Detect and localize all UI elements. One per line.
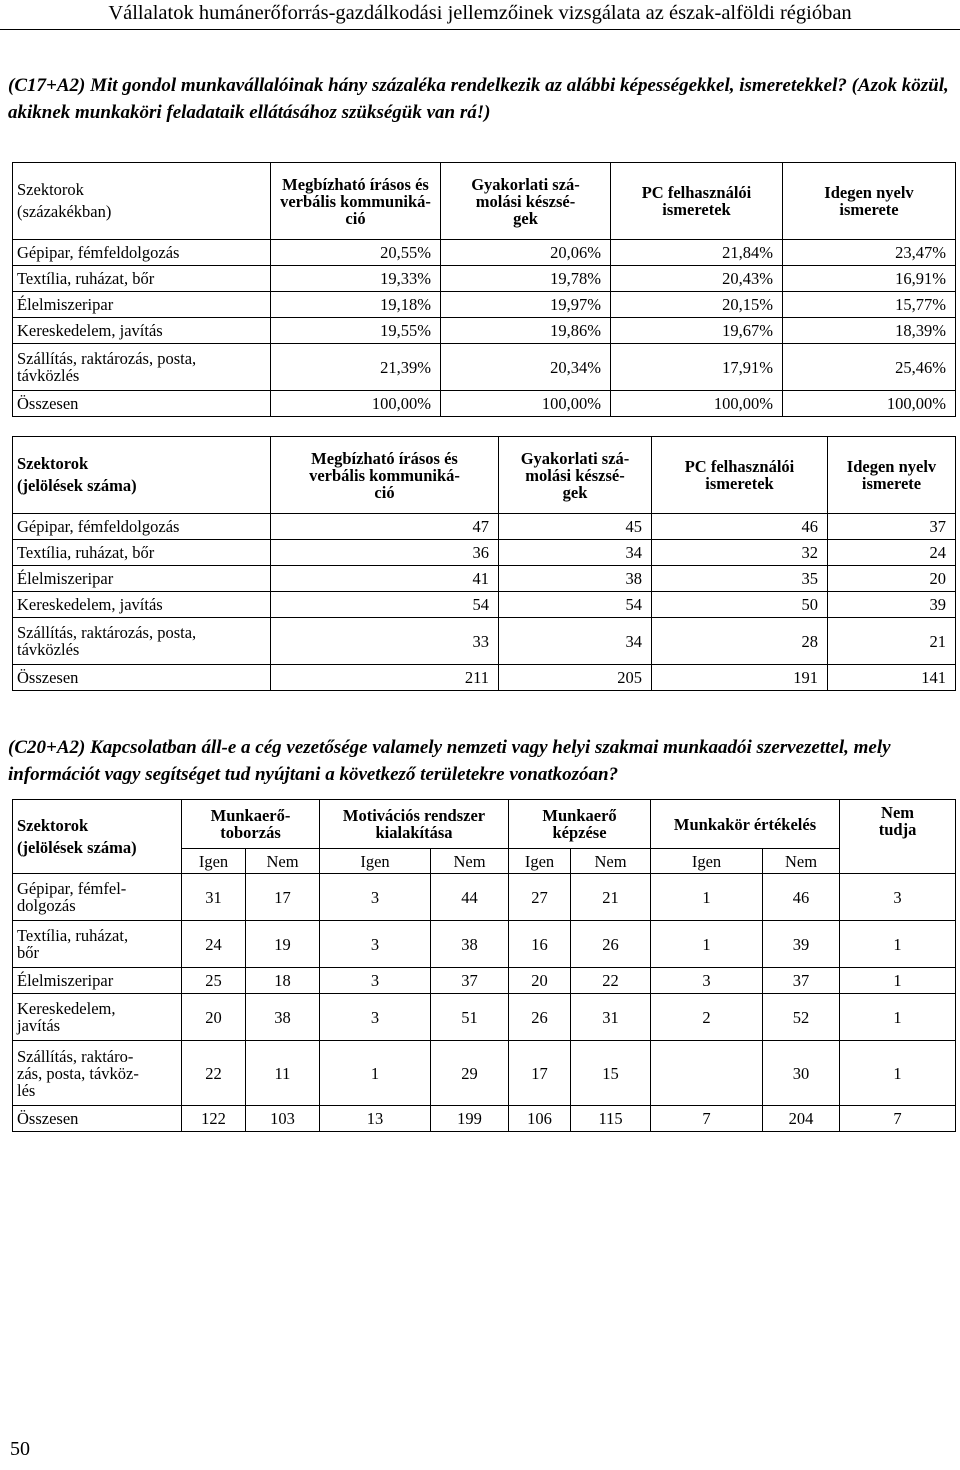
row-label-line: távközlés bbox=[17, 366, 80, 385]
header-line: Idegen nyelv bbox=[846, 457, 937, 476]
cell-value: 1 bbox=[651, 874, 763, 921]
row-label-line: javítás bbox=[17, 1016, 61, 1035]
table-skills-count bbox=[12, 436, 956, 691]
header-language bbox=[828, 437, 956, 514]
row-label: Összesen bbox=[13, 391, 271, 417]
cell-value: 18,39% bbox=[783, 318, 956, 344]
cell-value: 41 bbox=[271, 566, 499, 592]
row-label bbox=[13, 1106, 182, 1132]
table-row bbox=[13, 994, 956, 1041]
header-line: Szektorok bbox=[17, 815, 89, 835]
cell-value: 37 bbox=[431, 968, 509, 994]
header-line: Megbízható írásos és bbox=[311, 448, 458, 468]
table-header-row bbox=[13, 163, 956, 240]
row-label: Kereskedelem, javítás bbox=[13, 592, 271, 618]
header-line: Munkaerő bbox=[542, 806, 617, 825]
header-pc-skills bbox=[652, 437, 828, 514]
header-line: tudja bbox=[878, 820, 917, 839]
table-body bbox=[13, 874, 956, 1132]
cell-value: 3 bbox=[651, 968, 763, 994]
header-no: Nem bbox=[571, 849, 651, 874]
cell-value: 17 bbox=[509, 1041, 571, 1106]
cell-value: 141 bbox=[828, 665, 956, 691]
cell-value: 25,46% bbox=[783, 344, 956, 391]
header-line: verbális kommuniká- bbox=[280, 191, 431, 211]
header-communication bbox=[271, 163, 441, 240]
table-header-row bbox=[13, 800, 956, 849]
row-label bbox=[13, 874, 182, 921]
table-row bbox=[13, 318, 956, 344]
cell-value: 24 bbox=[182, 921, 246, 968]
cell-value: 103 bbox=[246, 1106, 320, 1132]
header-line: ismeretek bbox=[662, 200, 731, 219]
table-skills-percent bbox=[12, 162, 956, 417]
row-label-line: Kereskedelem, bbox=[17, 999, 116, 1018]
header-language bbox=[783, 163, 956, 240]
header-line: gek bbox=[513, 208, 538, 228]
cell-value: 20 bbox=[509, 968, 571, 994]
table-row bbox=[13, 540, 956, 566]
cell-value: 19,18% bbox=[271, 292, 441, 318]
cell-value: 100,00% bbox=[271, 391, 441, 417]
cell-value: 100,00% bbox=[783, 391, 956, 417]
header-line: Szektorok bbox=[17, 454, 89, 473]
header-sectors bbox=[13, 800, 182, 874]
cell-value: 204 bbox=[763, 1106, 840, 1132]
cell-value: 29 bbox=[431, 1041, 509, 1106]
cell-value: 21,84% bbox=[611, 240, 783, 266]
cell-value: 32 bbox=[652, 540, 828, 566]
row-label-line: Szállítás, raktáro- bbox=[17, 1046, 134, 1066]
header-line: Nem bbox=[881, 803, 915, 822]
cell-value: 18 bbox=[246, 968, 320, 994]
cell-value: 1 bbox=[651, 921, 763, 968]
cell-value: 211 bbox=[271, 665, 499, 691]
row-label bbox=[13, 968, 182, 994]
cell-value: 19 bbox=[246, 921, 320, 968]
cell-value: 46 bbox=[763, 874, 840, 921]
cell-value: 21,39% bbox=[271, 344, 441, 391]
cell-value: 11 bbox=[246, 1041, 320, 1106]
cell-value: 115 bbox=[571, 1106, 651, 1132]
cell-value: 19,67% bbox=[611, 318, 783, 344]
header-line: (jelölések száma) bbox=[17, 837, 137, 857]
header-line: ismerete bbox=[839, 200, 899, 219]
header-yes: Igen bbox=[320, 849, 431, 874]
table-row bbox=[13, 592, 956, 618]
header-line: verbális kommuniká- bbox=[309, 465, 460, 485]
cell-value: 24 bbox=[828, 540, 956, 566]
cell-value: 15 bbox=[571, 1041, 651, 1106]
cell-value: 1 bbox=[320, 1041, 431, 1106]
header-sectors bbox=[13, 163, 271, 240]
row-label: Gépipar, fémfeldolgozás bbox=[13, 240, 271, 266]
cell-value: 36 bbox=[271, 540, 499, 566]
cell-value: 191 bbox=[652, 665, 828, 691]
table-row bbox=[13, 618, 956, 665]
cell-value: 122 bbox=[182, 1106, 246, 1132]
cell-value: 39 bbox=[763, 921, 840, 968]
cell-value: 34 bbox=[499, 540, 652, 566]
row-label bbox=[13, 344, 271, 391]
header-no: Nem bbox=[246, 849, 320, 874]
header-line: ismeretek bbox=[705, 474, 774, 493]
cell-value: 19,86% bbox=[441, 318, 611, 344]
cell-value: 2 bbox=[651, 994, 763, 1041]
table-row bbox=[13, 566, 956, 592]
cell-value: 20 bbox=[828, 566, 956, 592]
cell-value: 16 bbox=[509, 921, 571, 968]
table-employer-organisation bbox=[12, 799, 956, 1132]
header-line: toborzás bbox=[220, 823, 281, 842]
cell-value: 20,34% bbox=[441, 344, 611, 391]
cell-value: 19,97% bbox=[441, 292, 611, 318]
header-yes: Igen bbox=[651, 849, 763, 874]
cell-value: 34 bbox=[499, 618, 652, 665]
header-line: képzése bbox=[552, 823, 607, 842]
cell-value: 27 bbox=[509, 874, 571, 921]
cell-value: 26 bbox=[571, 921, 651, 968]
row-label-line: dolgozás bbox=[17, 896, 76, 915]
cell-value: 13 bbox=[320, 1106, 431, 1132]
cell-value: 20,55% bbox=[271, 240, 441, 266]
cell-value: 21 bbox=[571, 874, 651, 921]
cell-value: 19,55% bbox=[271, 318, 441, 344]
cell-value: 1 bbox=[840, 994, 956, 1041]
header-yes: Igen bbox=[509, 849, 571, 874]
row-label-line: Összesen bbox=[17, 1109, 79, 1128]
cell-value: 17,91% bbox=[611, 344, 783, 391]
header-no: Nem bbox=[431, 849, 509, 874]
cell-value: 1 bbox=[840, 921, 956, 968]
header-line: Megbízható írásos és bbox=[282, 174, 429, 194]
header-communication bbox=[271, 437, 499, 514]
cell-value: 199 bbox=[431, 1106, 509, 1132]
header-line: molási készsé- bbox=[475, 191, 576, 211]
header-numeracy bbox=[441, 163, 611, 240]
table-row bbox=[13, 266, 956, 292]
cell-value: 52 bbox=[763, 994, 840, 1041]
cell-value: 20,06% bbox=[441, 240, 611, 266]
question-c20: (C20+A2) Kapcsolatban áll-e a cég vezetősége valamely nemzeti vagy helyi szakmai munkaadói szervezettel, mely információt vagy segítséget tud nyújtani a következő területekre vonatkozóan? bbox=[8, 737, 891, 785]
cell-value: 20,43% bbox=[611, 266, 783, 292]
cell-value: 22 bbox=[182, 1041, 246, 1106]
cell-value: 21 bbox=[828, 618, 956, 665]
header-training bbox=[509, 800, 651, 849]
header-line: ismerete bbox=[861, 474, 922, 493]
question-c17: (C17+A2) Mit gondol munkavállalóinak hány százaléka rendelkezik az alábbi képességekkel, ismeretekkel? (Azok közül, akiknek munkaköri feladataik ellátásához szükségük van rá!) bbox=[8, 75, 949, 123]
cell-value: 39 bbox=[828, 592, 956, 618]
cell-value: 44 bbox=[431, 874, 509, 921]
cell-value: 54 bbox=[499, 592, 652, 618]
page-number: 50 bbox=[10, 1438, 30, 1460]
row-label: Gépipar, fémfeldolgozás bbox=[13, 514, 271, 540]
cell-value: 23,47% bbox=[783, 240, 956, 266]
cell-value: 20,15% bbox=[611, 292, 783, 318]
cell-value: 15,77% bbox=[783, 292, 956, 318]
cell-value: 38 bbox=[499, 566, 652, 592]
cell-value: 3 bbox=[840, 874, 956, 921]
table-row bbox=[13, 344, 956, 391]
cell-value: 37 bbox=[763, 968, 840, 994]
header-line: PC felhasználói bbox=[684, 457, 795, 476]
cell-value: 20 bbox=[182, 994, 246, 1041]
table-header-row bbox=[13, 437, 956, 514]
cell-value: 205 bbox=[499, 665, 652, 691]
cell-value: 46 bbox=[652, 514, 828, 540]
cell-value: 19,33% bbox=[271, 266, 441, 292]
header-job-evaluation bbox=[651, 800, 840, 849]
cell-value: 100,00% bbox=[611, 391, 783, 417]
header-recruitment bbox=[182, 800, 320, 849]
cell-value: 31 bbox=[571, 994, 651, 1041]
cell-value: 25 bbox=[182, 968, 246, 994]
cell-value: 54 bbox=[271, 592, 499, 618]
cell-value: 16,91% bbox=[783, 266, 956, 292]
header-line: kialakítása bbox=[375, 823, 453, 842]
table-row bbox=[13, 874, 956, 921]
header-line: ció bbox=[374, 482, 395, 502]
cell-value: 19,78% bbox=[441, 266, 611, 292]
header-line: (százakékban) bbox=[17, 202, 112, 221]
header-no: Nem bbox=[763, 849, 840, 874]
header-line: molási készsé- bbox=[525, 465, 625, 485]
header-line: Munkakör értékelés bbox=[673, 814, 817, 834]
row-label: Összesen bbox=[13, 665, 271, 691]
cell-value: 3 bbox=[320, 921, 431, 968]
header-line: ció bbox=[345, 208, 366, 228]
table-row bbox=[13, 1041, 956, 1106]
header-sectors bbox=[13, 437, 271, 514]
cell-value: 28 bbox=[652, 618, 828, 665]
cell-value: 7 bbox=[840, 1106, 956, 1132]
table-row bbox=[13, 240, 956, 266]
row-label: Textília, ruházat, bőr bbox=[13, 266, 271, 292]
table-row bbox=[13, 968, 956, 994]
row-label-line: Szállítás, raktározás, posta, bbox=[17, 623, 197, 642]
header-motivation-system bbox=[320, 800, 509, 849]
row-label bbox=[13, 618, 271, 665]
row-label: Textília, ruházat, bőr bbox=[13, 540, 271, 566]
row-label: Kereskedelem, javítás bbox=[13, 318, 271, 344]
row-label-line: Gépipar, fémfel- bbox=[17, 879, 127, 898]
row-label-line: Szállítás, raktározás, posta, bbox=[17, 349, 197, 368]
row-label bbox=[13, 1041, 182, 1106]
cell-value: 47 bbox=[271, 514, 499, 540]
cell-value: 3 bbox=[320, 968, 431, 994]
running-header: Vállalatok humánerőforrás-gazdálkodási jellemzőinek vizsgálata az észak-alföldi régióban bbox=[0, 0, 960, 30]
header-dont-know bbox=[840, 800, 956, 874]
cell-value: 100,00% bbox=[441, 391, 611, 417]
row-label-line: lés bbox=[17, 1080, 36, 1100]
row-label bbox=[13, 921, 182, 968]
cell-value: 1 bbox=[840, 1041, 956, 1106]
header-line: PC felhasználói bbox=[641, 183, 752, 202]
cell-value: 38 bbox=[431, 921, 509, 968]
row-label-line: Élelmiszeripar bbox=[17, 971, 114, 990]
table-row bbox=[13, 292, 956, 318]
table-row-total bbox=[13, 1106, 956, 1132]
header-line: Idegen nyelv bbox=[824, 183, 914, 202]
cell-value: 38 bbox=[246, 994, 320, 1041]
header-line: Gyakorlati szá- bbox=[471, 174, 580, 194]
cell-value: 45 bbox=[499, 514, 652, 540]
cell-value: 3 bbox=[320, 874, 431, 921]
header-line: gek bbox=[562, 482, 588, 502]
cell-value: 1 bbox=[840, 968, 956, 994]
cell-value: 26 bbox=[509, 994, 571, 1041]
table-row bbox=[13, 921, 956, 968]
cell-value bbox=[651, 1041, 763, 1106]
cell-value: 37 bbox=[828, 514, 956, 540]
table-row bbox=[13, 514, 956, 540]
cell-value: 31 bbox=[182, 874, 246, 921]
header-line: (jelölések száma) bbox=[17, 476, 137, 495]
cell-value: 7 bbox=[651, 1106, 763, 1132]
row-label bbox=[13, 994, 182, 1041]
cell-value: 3 bbox=[320, 994, 431, 1041]
cell-value: 51 bbox=[431, 994, 509, 1041]
cell-value: 22 bbox=[571, 968, 651, 994]
header-yes: Igen bbox=[182, 849, 246, 874]
row-label-line: zás, posta, távköz- bbox=[17, 1063, 139, 1083]
cell-value: 35 bbox=[652, 566, 828, 592]
cell-value: 106 bbox=[509, 1106, 571, 1132]
table-row-total bbox=[13, 391, 956, 417]
row-label: Élelmiszeripar bbox=[13, 292, 271, 318]
cell-value: 33 bbox=[271, 618, 499, 665]
header-line: Gyakorlati szá- bbox=[520, 448, 630, 468]
cell-value: 50 bbox=[652, 592, 828, 618]
cell-value: 17 bbox=[246, 874, 320, 921]
row-label-line: bőr bbox=[17, 943, 39, 962]
row-label: Élelmiszeripar bbox=[13, 566, 271, 592]
row-label-line: távközlés bbox=[17, 640, 80, 659]
header-line: Motivációs rendszer bbox=[342, 806, 486, 825]
cell-value: 30 bbox=[763, 1041, 840, 1106]
header-numeracy bbox=[499, 437, 652, 514]
header-line: Munkaerő- bbox=[210, 806, 291, 825]
row-label-line: Textília, ruházat, bbox=[17, 926, 129, 945]
table-row-total bbox=[13, 665, 956, 691]
header-pc-skills bbox=[611, 163, 783, 240]
header-line: Szektorok bbox=[17, 180, 84, 199]
